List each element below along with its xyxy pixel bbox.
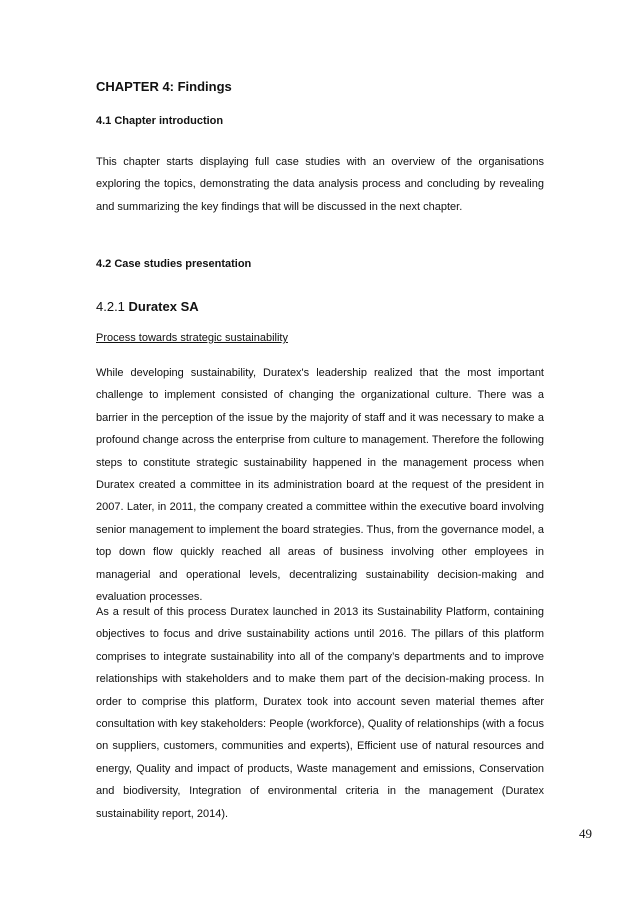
subsection-number: 4.2.1 [96, 299, 125, 314]
section-heading-case-studies: 4.2 Case studies presentation [96, 258, 252, 270]
paragraph-duratex-2: As a result of this process Duratex launched in 2013 its Sustainability Platform, containing objectives to focus and drive sustainability actions until 2016. The pillars of this platform comprises to integrate sustainability into all of the company’s departments and to improve relationships with stakeholders and to make them part of the decision-making process. In order to comprise this platform, Duratex took into account seven material themes after consultation with key stakeholders: People (workforce), Quality of relationships (with a focus on suppliers, customers, communities and experts), Efficient use of natural resources and energy, Quality and impact of products, Waste management and emissions, Conservation and biodiversity, Integration of environmental criteria in the management (Duratex sustainability report, 2014). [96, 606, 544, 820]
chapter-title: CHAPTER 4: Findings [96, 79, 232, 94]
subsection-heading-duratex [96, 299, 199, 314]
section-heading-chapter-introduction: 4.1 Chapter introduction [96, 115, 224, 127]
paragraph-duratex-1: While developing sustainability, Duratex's leadership realized that the most important challenge to implement consisted of changing the organizational culture. There was a barrier in the perception of the issue by the majority of staff and it was necessary to make a profound change across the enterprise from culture to management. Therefore the following steps to constitute strategic sustainability happened in the management process when Duratex created a committee in its administration board at the request of the president in 2007. Later, in 2011, the company created a committee within the executive board involving senior management to implement the board strategies. Thus, from the governance model, a top down flow quickly reached all areas of business involving other employees in managerial and operational levels, decentralizing sustainability decision-making and evaluation processes. [96, 367, 544, 604]
paragraph-chapter-introduction: This chapter starts displaying full case studies with an overview of the organisations exploring the topics, demonstrating the data analysis process and concluding by revealing and summarizing the key findings that will be discussed in the next chapter. [96, 156, 544, 213]
subsection-name: Duratex SA [128, 299, 199, 314]
page-number: 49 [579, 826, 592, 841]
subsection-subtitle: Process towards strategic sustainability [96, 332, 288, 344]
